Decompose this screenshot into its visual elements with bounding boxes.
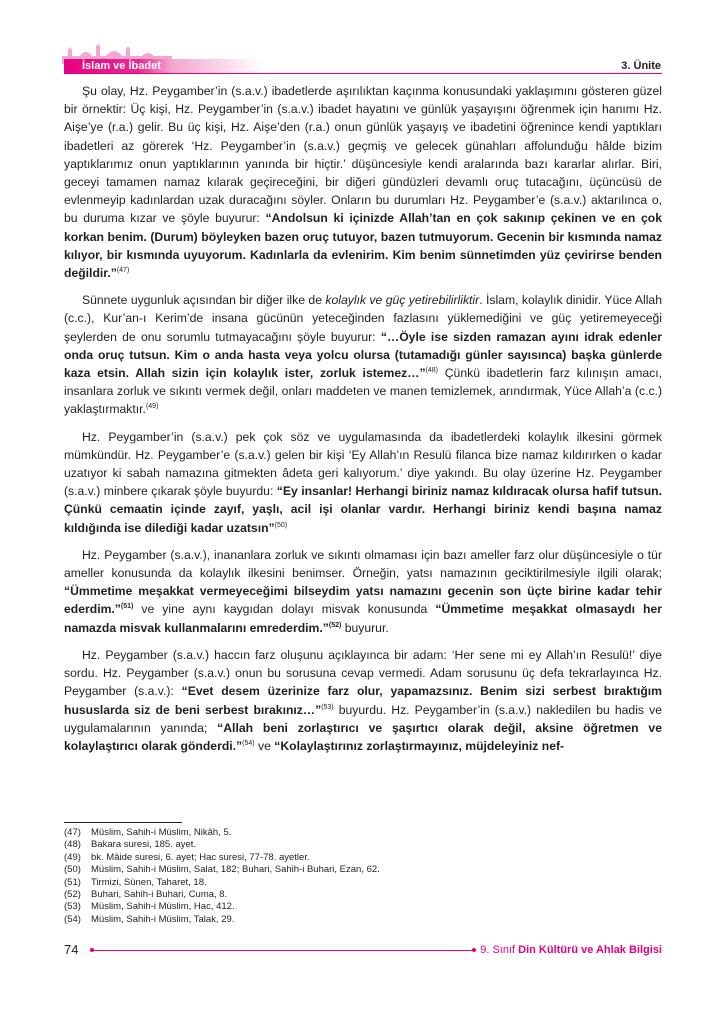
page-footer <box>64 943 662 957</box>
text-run: Hz. Peygamber (s.a.v.), inananlara zorluk ve sıkıntı olmaması için bazı ameller farz olur düşüncesiyle o tür ameller konusunda da kolaylık ilkesini benimser. Örneğin, yatsı namazının geciktirilmesiyle ilgili olarak; <box>64 547 662 581</box>
footnote-ref: (51) <box>120 603 134 611</box>
paragraph <box>64 428 662 537</box>
footnote-number: (49) <box>64 851 81 863</box>
body-text <box>64 82 662 764</box>
paragraph <box>64 646 662 755</box>
book-title <box>480 943 662 957</box>
footnote-text: Müslim, Sahih-i Müslim, Salat, 182; Buhari, Sahih-i Buhari, Ezan, 62. <box>91 864 380 876</box>
footnote-item <box>64 864 380 876</box>
footnote-ref: (54) <box>242 739 255 747</box>
paragraph <box>64 82 662 282</box>
text-run: buyurdu. Hz. Peygamber’in (s.a.v.) nakledilen bu hadis ve uygulamalarının yanında; <box>64 702 662 735</box>
paragraph <box>64 291 662 418</box>
footnote-ref: (53) <box>321 703 334 711</box>
footer-rule <box>92 950 474 951</box>
text-run: “…Öyle ise sizden ramazan ayını idrak edenler onda oruç tutsun. Kim o anda hasta veya yolcu olursa (tutamadığı günler sayısınca) başka günlerde kaza etsin. Allah sizin için kolaylık ister, zorluk istemez…” <box>64 329 662 381</box>
footnote-text: Müslim, Sahih-i Müslim, Hac, 412. <box>91 901 235 913</box>
footnote-text: bk. Mâide suresi, 6. ayet; Hac suresi, 77-78. ayetler. <box>91 851 310 863</box>
header-bar-fade <box>172 59 262 73</box>
text-run: “Ey insanlar! Herhangi biriniz namaz kıldıracak olursa hafif tutsun. Çünkü cemaatin içinde zayıf, yaşlı, acil işi olanlar vardır. Herhangi biriniz kendi başına namaz kıldığında ise dilediği kadar uzatsın” <box>64 484 662 535</box>
footnote-item <box>64 827 380 839</box>
text-run: . İslam, kolaylık dinidir. Yüce Allah (c.c.), Kur’an-ı Kerim’de insana gücünün yeteceğinden fazlasını yüklemediğini ve güç yetiremeyeceği şeylerden de onu sorumlu tutmayacağını şöyle buyurur: <box>64 293 662 344</box>
footnote-item <box>64 852 380 864</box>
text-run: ve yine aynı kaygıdan dolayı misvak konusunda <box>133 602 436 617</box>
footnote-number: (50) <box>64 864 81 876</box>
paragraph <box>64 546 662 637</box>
text-run: Hz. Peygamber’in (s.a.v.) pek çok söz ve uygulamasında da ibadetlerdeki kolaylık ilkesini görmek mümkündür. Hz. Peygamber’e (s.a.v.) gelen bir kişi ‘Ey Allah’ın Resulü filanca bize namaz kıldırırken o kadar uzatıyor ki sabah namazına gitmekten âdeta geri kalıyorum.’ diye yakındı. Bu olay üzerine Hz. Peygamber (s.a.v.) minbere çıkarak şöyle buyurdu: <box>64 429 662 499</box>
text-run: “Andolsun ki içinizde Allah’tan en çok sakınıp çekinen ve en çok korkan benim. (Durum) böyleyken bazen oruç tutuyor, bazen tutmuyorum. Gecenin bir kısmında namaz kılıyor, bir kısmında uyuyorum. Kadınlarla da evlenirim. Kim benim sünnetimden yüz çevirirse benden değildir.” <box>64 211 662 281</box>
footnote-text: Buhari, Sahih-i Buhari, Cuma, 8. <box>91 889 228 901</box>
footnote-number: (51) <box>64 876 81 888</box>
footnote-number: (47) <box>64 827 81 838</box>
text-run: “Kolaylaştırınız zorlaştırmayınız, müjdeleyiniz nef- <box>274 738 565 753</box>
text-run: “Ümmetime meşakkat vermeyeceğimi bilseydim yatsı namazını gecenin son üçte birine kadar tehir ederdim.” <box>64 584 662 617</box>
footnote-item <box>64 877 380 889</box>
header-rule <box>64 73 662 74</box>
text-run: Şu olay, Hz. Peygamber’in (s.a.v.) ibadetlerde aşırılıktan kaçınma konusundaki yaklaşımını gösteren güzel bir örnektir: Üç kişi, Hz. Peygamber’in (s.a.v.) ibadet hayatını ve günlük yaşayışını öğrenmek için hanımı Hz. Aişe’ye (r.a.) gelir. Bu üç kişi, Hz. Aişe’den (r.a.) onun günlük yaşayış ve ibadetini öğrenince kendi yaptıkları ibadetleri az görerek ‘Hz. Peygamber’in (s.a.v.) geçmiş ve gelecek günahları affolunduğu hâlde bizim yaptıklarımız onun yaptıklarının yanında bir hiçtir.’ düşüncesiyle kendi aralarında bazı kararlar alırlar. Biri, geceyi tamamen namaz kılarak geçireceğini, bir diğeri gündüzleri devamlı oruç tutacağını, üçüncüsü de evlenmeyip kadınlardan uzak duracağını söyler. Onların bu durumları Hz. Peygamber’e (s.a.v.) aktarılınca o, bu duruma kızar ve şöyle buyurur: <box>64 84 662 226</box>
footnote-number: (53) <box>64 901 81 913</box>
text-run: “Evet desem üzerinize farz olur, yapamazsınız. Benim sizi serbest bıraktığım hususlarda siz de beni serbest bırakınız…” <box>64 684 662 717</box>
footnote-ref: (49) <box>145 403 159 411</box>
book-title-prefix: 9. Sınıf <box>480 944 519 956</box>
book-title-name: Din Kültürü ve Ahlak Bilgisi <box>518 944 662 956</box>
footnote-ref: (50) <box>274 521 288 529</box>
footnote-separator <box>64 822 182 823</box>
footnotes <box>64 827 380 926</box>
text-run: ve <box>254 738 275 753</box>
text-run: “Allah beni zorlaştırıcı ve şaşırtıcı olarak değil, aksine öğretmen ve kolaylaştırıcı olarak gönderdi.” <box>64 720 662 753</box>
footnote-number: (48) <box>64 839 81 851</box>
header-unit: 3. Ünite <box>621 60 661 72</box>
footnote-number: (54) <box>64 913 81 925</box>
header-title: İslam ve İbadet <box>82 60 161 72</box>
page-number: 74 <box>64 942 79 957</box>
footnote-item <box>64 839 380 851</box>
text-run: kolaylık ve güç yetirebilirliktir <box>325 293 480 308</box>
text-run: “Ümmetime meşakkat olmasaydı her namazda misvak kullanmalarını emrederdim.” <box>64 602 662 635</box>
footnote-ref: (47) <box>116 266 130 274</box>
footnote-item <box>64 901 380 913</box>
footnote-item <box>64 914 380 926</box>
text-run: Sünnete uygunluk açısından bir diğer ilke de <box>82 293 326 308</box>
footnote-text: Bakara suresi, 185. ayet. <box>91 839 197 851</box>
footnote-text: Tirmizi, Sünen, Taharet, 18. <box>91 876 207 888</box>
footnote-ref: (48) <box>425 366 439 374</box>
footnote-text: Müslim, Sahih-i Müslim, Talak, 29. <box>91 913 235 925</box>
footnote-ref: (52) <box>328 621 342 629</box>
text-run: buyurur. <box>341 620 389 635</box>
footnote-number: (52) <box>64 889 81 901</box>
footer-dot-right <box>472 948 476 952</box>
text-run: Hz. Peygamber (s.a.v.) haccın farz oluşunu açıklayınca bir adam: ‘Her sene mi ey Allah’ın Resulü!’ diye sordu. Hz. Peygamber (s.a.v.) onun bu sorusuna cevap vermedi. Adam sorusunu üç defa tekrarlayınca Hz. Peygamber (s.a.v.): <box>64 647 662 699</box>
footnote-item <box>64 889 380 901</box>
footnote-text: Müslim, Sahih-i Müslim, Nikâh, 5. <box>91 827 232 838</box>
text-run: Çünkü ibadetlerin farz kılınışın amacı, insanlara zorluk ve sıkıntı vermek değil, onları maddeten ve manen temizlemek, arındırmak, Yüce Allah’a (c.c.) yaklaştırmaktır. <box>64 366 662 417</box>
